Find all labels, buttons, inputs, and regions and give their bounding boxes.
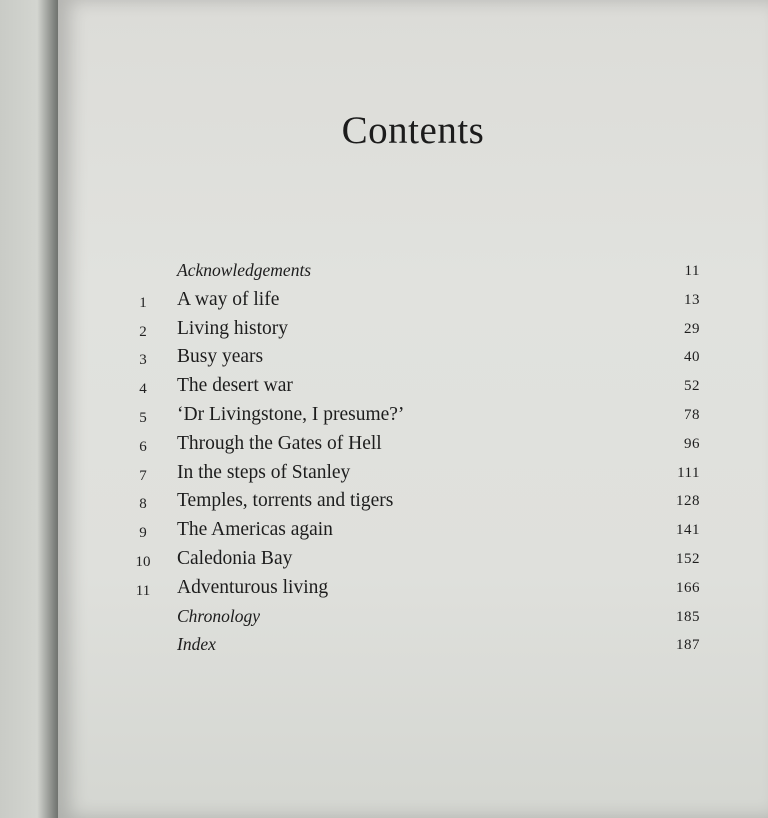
page-number: 29 — [684, 320, 700, 337]
page-number: 141 — [676, 522, 700, 539]
page-number: 185 — [676, 608, 700, 625]
chapter-number: 10 — [135, 553, 151, 570]
toc-entry — [58, 344, 768, 373]
toc-entry — [58, 258, 768, 287]
toc-entry — [58, 488, 768, 517]
chapter-number: 7 — [139, 467, 147, 484]
chapter-number: 11 — [135, 582, 151, 599]
chapter-title: In the steps of Stanley — [177, 461, 351, 483]
chapter-number: 2 — [139, 323, 147, 340]
toc-entry — [58, 575, 768, 604]
chapter-number: 1 — [139, 294, 147, 311]
page-number: 187 — [676, 637, 700, 654]
chapter-number: 6 — [139, 438, 147, 455]
chapter-number: 4 — [139, 381, 147, 398]
page-number: 52 — [684, 378, 700, 395]
book-page — [58, 0, 768, 818]
toc-entry — [58, 373, 768, 402]
chapter-title: ‘Dr Livingstone, I presume?’ — [177, 403, 405, 425]
toc-entry — [58, 517, 768, 546]
toc-entry — [58, 431, 768, 460]
chapter-title: Through the Gates of Hell — [177, 432, 382, 454]
chapter-title: The Americas again — [177, 519, 333, 541]
chapter-number: 5 — [139, 409, 147, 426]
page-number: 128 — [676, 493, 700, 510]
chapter-title: Caledonia Bay — [177, 547, 293, 569]
toc-entry — [58, 316, 768, 345]
book-spine-shadow — [0, 0, 62, 818]
chapter-title: Adventurous living — [177, 576, 329, 598]
toc-entry — [58, 604, 768, 633]
page-number: 96 — [684, 435, 700, 452]
toc-entry — [58, 287, 768, 316]
toc-entry — [58, 546, 768, 575]
toc-entry — [58, 402, 768, 431]
chapter-title: Index — [177, 634, 216, 655]
toc-entry — [58, 632, 768, 661]
page-number: 40 — [684, 349, 700, 366]
chapter-number: 8 — [139, 496, 147, 513]
chapter-number: 3 — [139, 352, 147, 369]
contents-title: Contents — [341, 109, 485, 152]
chapter-title: A way of life — [177, 288, 280, 310]
page-number: 11 — [684, 263, 700, 279]
page-number: 166 — [676, 579, 700, 596]
chapter-title: The desert war — [177, 375, 293, 397]
chapter-number: 9 — [139, 525, 147, 542]
chapter-title: Acknowledgements — [177, 260, 312, 280]
page-number: 78 — [684, 406, 700, 423]
chapter-title: Living history — [177, 317, 289, 339]
chapter-title: Busy years — [177, 346, 264, 368]
page-number: 152 — [676, 550, 700, 567]
chapter-title: Chronology — [177, 605, 260, 626]
page-number: 111 — [677, 464, 700, 481]
chapter-title: Temples, torrents and tigers — [177, 490, 394, 512]
table-of-contents — [58, 258, 768, 661]
toc-entry — [58, 460, 768, 489]
page-number: 13 — [684, 291, 700, 308]
